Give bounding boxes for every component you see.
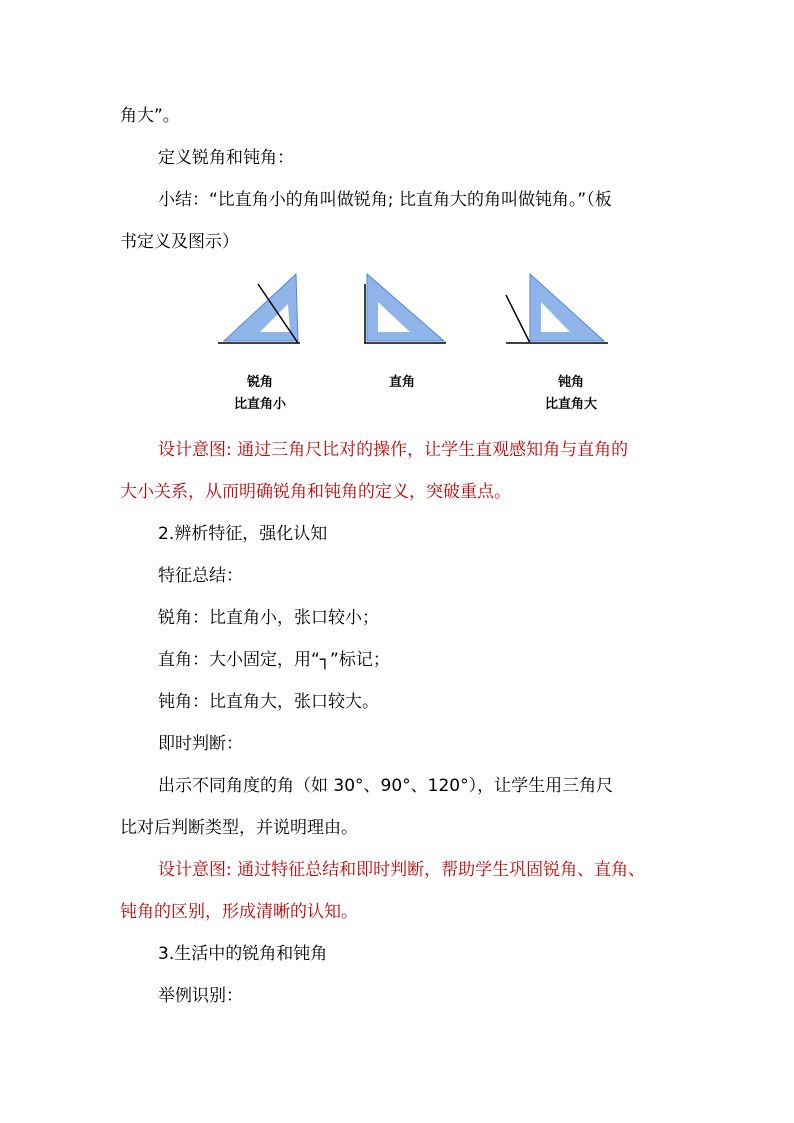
- right-label: 直角: [388, 375, 415, 390]
- acute-feature: 锐角：比直角小，张口较小；: [158, 608, 379, 628]
- summary-line-2: 书定义及图示）: [120, 232, 239, 252]
- quick-judge-heading: 即时判断：: [158, 734, 243, 754]
- section-2-heading: 2.辨析特征，强化认知: [158, 524, 328, 544]
- obtuse-feature: 钝角：比直角大，张口较大。: [158, 692, 379, 712]
- acute-sub-label: 比直角小: [233, 397, 286, 412]
- design-intent-1-line-2: 大小关系，从而明确锐角和钝角的定义，突破重点。: [120, 482, 511, 502]
- summary-line-1: 小结：“比直角小的角叫做锐角; 比直角大的角叫做钝角。”（板: [158, 190, 612, 210]
- design-intent-2-line-1: 设计意图: 通过特征总结和即时判断，帮助学生巩固锐角、直角、: [158, 860, 646, 880]
- obtuse-sub-label: 比直角大: [544, 397, 597, 412]
- feature-summary-heading: 特征总结：: [158, 566, 243, 586]
- obtuse-label: 钝角: [557, 375, 584, 390]
- definition-heading: 定义锐角和钝角：: [158, 148, 294, 168]
- quick-judge-line-2: 比对后判断类型，并说明理由。: [120, 818, 358, 838]
- acute-angle-diagram: [218, 274, 300, 343]
- acute-label: 锐角: [246, 375, 273, 390]
- triangle-ruler-figure: [210, 262, 620, 354]
- quick-judge-line-1: 出示不同角度的角（如 30°、90°、120°），让学生用三角尺: [158, 776, 614, 796]
- example-heading: 举例识别：: [158, 986, 243, 1006]
- design-intent-1-line-1: 设计意图: 通过三角尺比对的操作，让学生直观感知角与直角的: [158, 440, 629, 460]
- right-angle-diagram: [364, 274, 446, 343]
- design-intent-2-line-2: 钝角的区别，形成清晰的认知。: [120, 902, 358, 922]
- section-3-heading: 3.生活中的锐角和钝角: [158, 944, 328, 964]
- obtuse-angle-diagram: [506, 274, 608, 343]
- right-feature: 直角：大小固定，用“┐”标记；: [158, 650, 390, 670]
- paragraph-continuation: 角大”。: [120, 106, 180, 126]
- obtuse-arm: [506, 295, 530, 343]
